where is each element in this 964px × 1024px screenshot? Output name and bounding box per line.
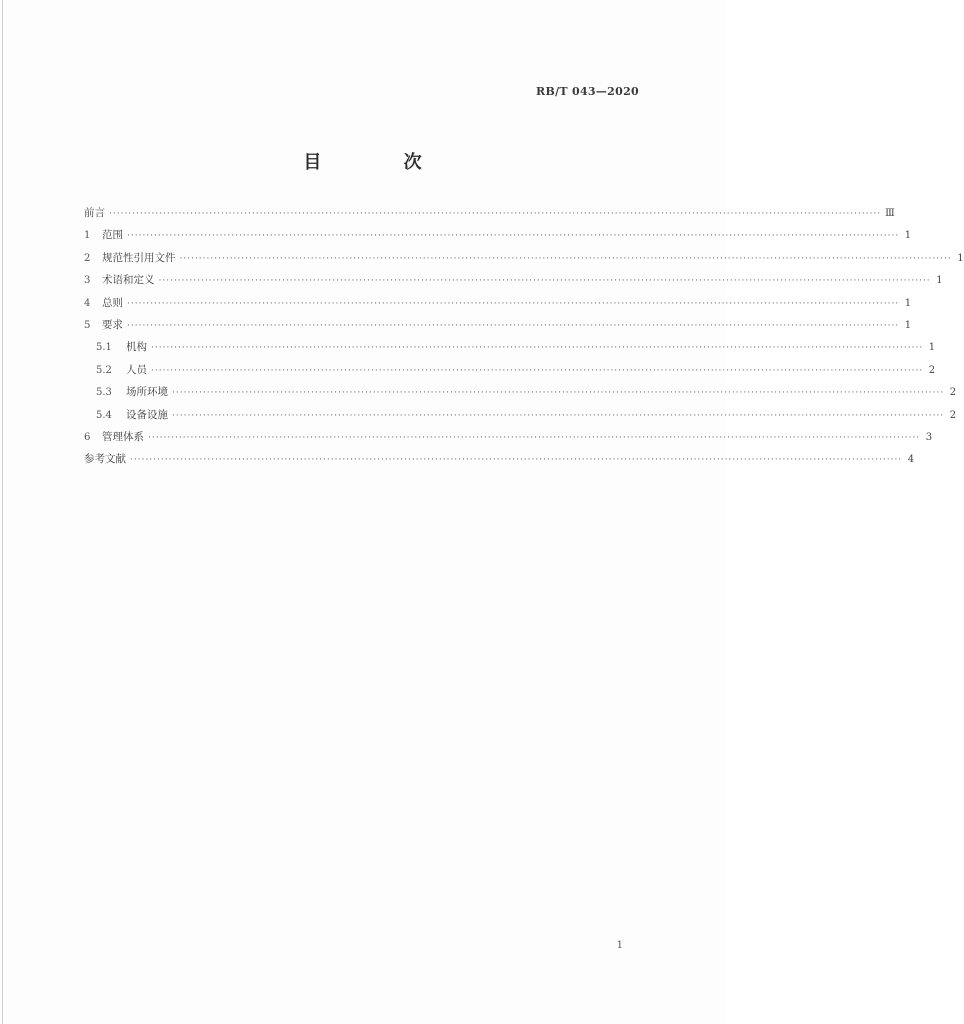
toc-leader-dots: ········································································································································································································	[151, 343, 924, 354]
toc-entry-label: 要求	[102, 318, 123, 331]
toc-entry-label: 设备设施	[126, 408, 168, 421]
toc-leader-dots: ········································································································································································································	[127, 231, 900, 242]
toc-entry-number: 5.1	[96, 342, 112, 354]
toc-entry[interactable]	[84, 362, 936, 384]
toc-entry-number: 5	[84, 319, 91, 331]
toc-entry-page: 1	[904, 319, 912, 331]
toc-entry-number: 1	[84, 230, 91, 242]
toc-entry-label: 规范性引用文件	[102, 251, 176, 264]
toc-entry-page: 3	[925, 431, 933, 443]
toc-entry[interactable]	[84, 250, 964, 272]
toc-entry-label: 范围	[102, 229, 123, 242]
toc-entry[interactable]	[84, 205, 895, 227]
toc-leader-dots: ········································································································································································································	[179, 253, 952, 264]
toc-entry[interactable]	[84, 317, 912, 339]
toc-entry-number: 4	[84, 297, 91, 309]
toc-entry-page: 2	[949, 387, 957, 399]
toc-entry-number: 3	[84, 275, 91, 287]
toc-leader-dots: ········································································································································································································	[127, 298, 900, 309]
toc-entry-label: 场所环境	[126, 386, 168, 399]
toc-leader-dots: ········································································································································································································	[158, 276, 931, 287]
toc-entry[interactable]	[84, 407, 957, 429]
toc-entry-page: 4	[907, 454, 915, 466]
table-of-contents	[84, 205, 964, 474]
toc-entry-page: Ⅲ	[885, 208, 895, 219]
toc-leader-dots: ········································································································································································································	[172, 410, 945, 421]
toc-entry-number: 5.4	[96, 409, 112, 421]
toc-entry-page: 1	[957, 252, 964, 264]
toc-entry-label: 总则	[102, 296, 123, 309]
toc-entry[interactable]	[84, 295, 912, 317]
page-number: 1	[616, 940, 623, 951]
toc-entry[interactable]	[84, 272, 943, 294]
toc-entry-label: 人员	[126, 363, 147, 376]
toc-entry-page: 1	[928, 342, 936, 354]
toc-leader-dots: ········································································································································································································	[151, 365, 924, 376]
toc-entry-page: 1	[904, 297, 912, 309]
toc-entry-page: 2	[949, 409, 957, 421]
toc-entry-label: 术语和定义	[102, 274, 155, 287]
toc-title: 目 次	[303, 152, 460, 173]
toc-entry-label: 机构	[126, 341, 147, 354]
toc-leader-dots: ········································································································································································································	[127, 320, 900, 331]
toc-entry-page: 1	[936, 275, 943, 287]
toc-entry-number: 5.3	[96, 387, 112, 399]
toc-entry-number: 2	[84, 252, 91, 264]
toc-entry[interactable]	[84, 451, 915, 473]
toc-entry[interactable]	[84, 227, 912, 249]
toc-entry-label: 管理体系	[102, 430, 144, 443]
toc-entry[interactable]	[84, 339, 936, 361]
toc-entry[interactable]	[84, 429, 933, 451]
toc-leader-dots: ········································································································································································································	[109, 209, 882, 219]
toc-leader-dots: ········································································································································································································	[130, 455, 903, 466]
document-code: RB/T 043—2020	[536, 85, 639, 98]
toc-entry-label: 前言	[84, 207, 105, 219]
toc-entry-page: 1	[904, 230, 912, 242]
toc-entry-number: 6	[84, 431, 91, 443]
toc-entry-label: 参考文献	[84, 453, 126, 466]
toc-leader-dots: ········································································································································································································	[148, 432, 921, 443]
toc-entry-page: 2	[928, 364, 936, 376]
toc-entry-number: 5.2	[96, 364, 112, 376]
toc-entry[interactable]	[84, 384, 957, 406]
toc-leader-dots: ········································································································································································································	[172, 388, 945, 399]
